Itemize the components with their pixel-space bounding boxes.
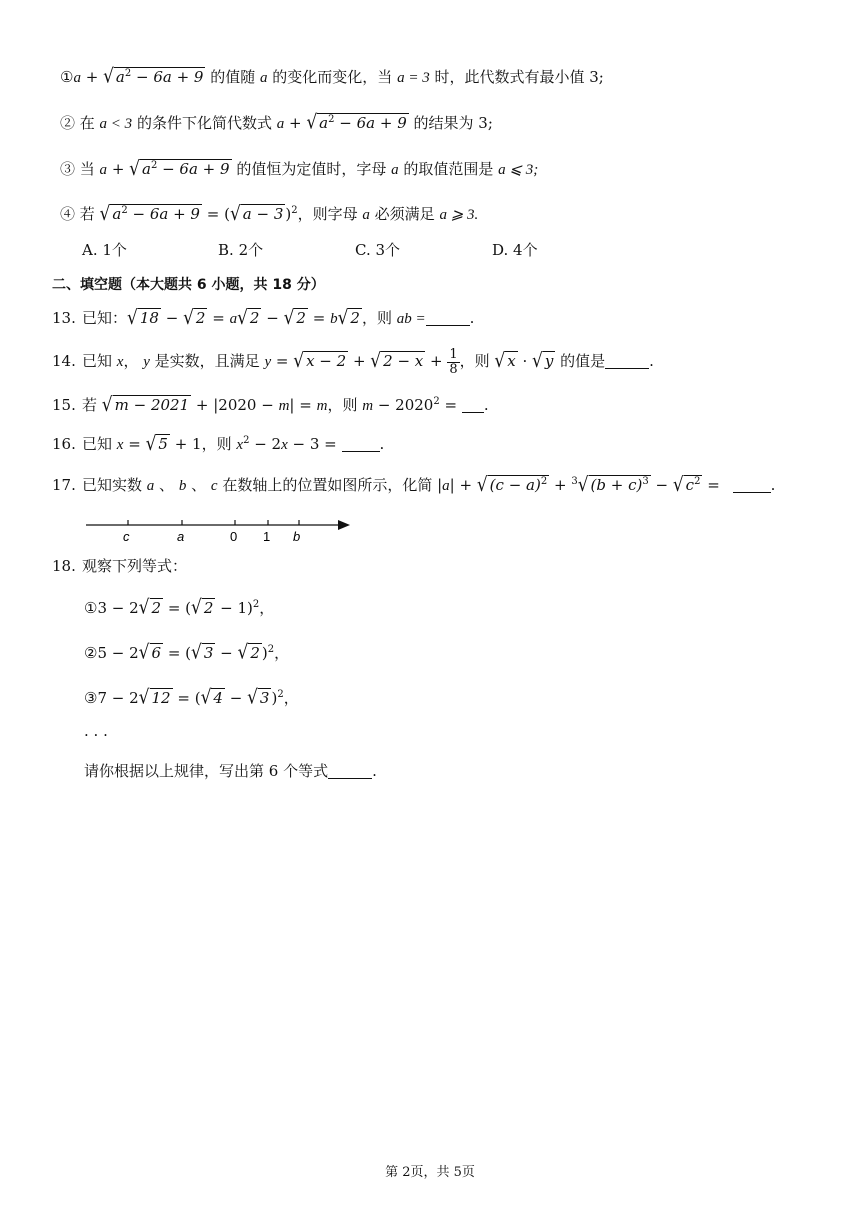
question-14: 14. 已知 x， y 是实数，且满足 y = √ x − 2 + √ 2 − x + $\frac{1}{8}$ ，则 √ x · √ y 的值是 . xyxy=(52,346,654,377)
answer-blank[interactable] xyxy=(426,311,470,326)
answer-blank[interactable] xyxy=(462,398,484,413)
nl-label-1: 1 xyxy=(263,529,271,544)
question-16: 16. 已知 x = √ 5 + 1，则 $x^2 - 2x - 3$ = . xyxy=(52,432,385,456)
page-footer: 第 2页，共 5页 xyxy=(385,1165,475,1180)
question-13: 13. 已知：√ 18 − √ 2 = a√ 2 − √ 2 = b√ 2 ，则 ab = . xyxy=(52,306,475,330)
option-b[interactable]: B. 2个 xyxy=(218,241,264,259)
sqrt-expr: √ $a^2 - 6a + 9$ xyxy=(129,157,230,181)
option-a[interactable]: A. 1个 xyxy=(82,241,127,259)
statement-3: ③ 当 a + √ $a^2 - 6a + 9$ 的值恒为定值时，字母 a 的取值范围是 a ⩽ 3; xyxy=(60,155,538,181)
sqrt-expr: √ $a^2 - 6a + 9$ xyxy=(99,202,200,226)
sqrt-expr: √ $a^2 - 6a + 9$ xyxy=(103,65,204,89)
nl-label-c: c xyxy=(123,529,130,544)
nl-label-b: b xyxy=(293,529,301,544)
answer-blank[interactable] xyxy=(342,437,380,452)
nl-label-0: 0 xyxy=(230,529,238,544)
question-18: 18. 观察下列等式： xyxy=(52,557,188,575)
section-heading: 二、填空题（本大题共 6 小题，共 18 分） xyxy=(52,277,325,293)
question-17: 17. 已知实数 a 、 b 、 c 在数轴上的位置如图所示，化简 |a| + √ $(c - a)^2 + ^3√$ $(b + c)^3$ − √ $c^2$ = . xyxy=(52,473,776,497)
answer-blank[interactable] xyxy=(328,764,372,779)
number-line xyxy=(84,514,364,544)
q18-ask: 请你根据以上规律，写出第 6 个等式 . xyxy=(84,762,377,780)
q18-ellipsis: · · · xyxy=(84,726,108,744)
option-d[interactable]: D. 4个 xyxy=(492,241,538,259)
arrow-right-icon xyxy=(338,520,350,530)
circled-one: ① xyxy=(60,68,74,86)
sqrt-expr: √ $a^2 - 6a + 9$ xyxy=(306,111,407,135)
option-c[interactable]: C. 3个 xyxy=(355,241,401,259)
statement-4: ④ 若 √ $a^2 - 6a + 9$ = (√ a − 3 )$^2$，则字母 a 必须满足 a ⩾ 3. xyxy=(60,200,478,226)
statement-1: ①a + √ $a^2 - 6a + 9$ 的值随 a 的变化而变化，当 a = 3 时，此代数式有最小值 3; xyxy=(60,63,604,89)
statement-2: ② 在 a < 3 的条件下化简代数式 a + √ $a^2 - 6a + 9$ 的结果为 3; xyxy=(60,109,493,135)
nl-label-a: a xyxy=(177,529,185,544)
answer-blank[interactable] xyxy=(605,354,649,369)
fraction-one-eighth: $\frac{1}{8}$ xyxy=(449,346,458,377)
q18-row-1: ①3 − 2√ 2 = (√ 2 − 1)$^2$， xyxy=(84,596,275,620)
question-15: 15. 若 √ m − 2021 + |2020 − m| = m，则 $m - 2020^2$ = . xyxy=(52,393,489,417)
q18-row-3: ③7 − 2√ 12 = (√ 4 − √ 3 )$^2$， xyxy=(84,686,299,710)
q18-row-2: ②5 − 2√ 6 = (√ 3 − √ 2 )$^2$， xyxy=(84,641,290,665)
answer-blank[interactable] xyxy=(733,478,771,493)
answer-options xyxy=(82,239,782,261)
